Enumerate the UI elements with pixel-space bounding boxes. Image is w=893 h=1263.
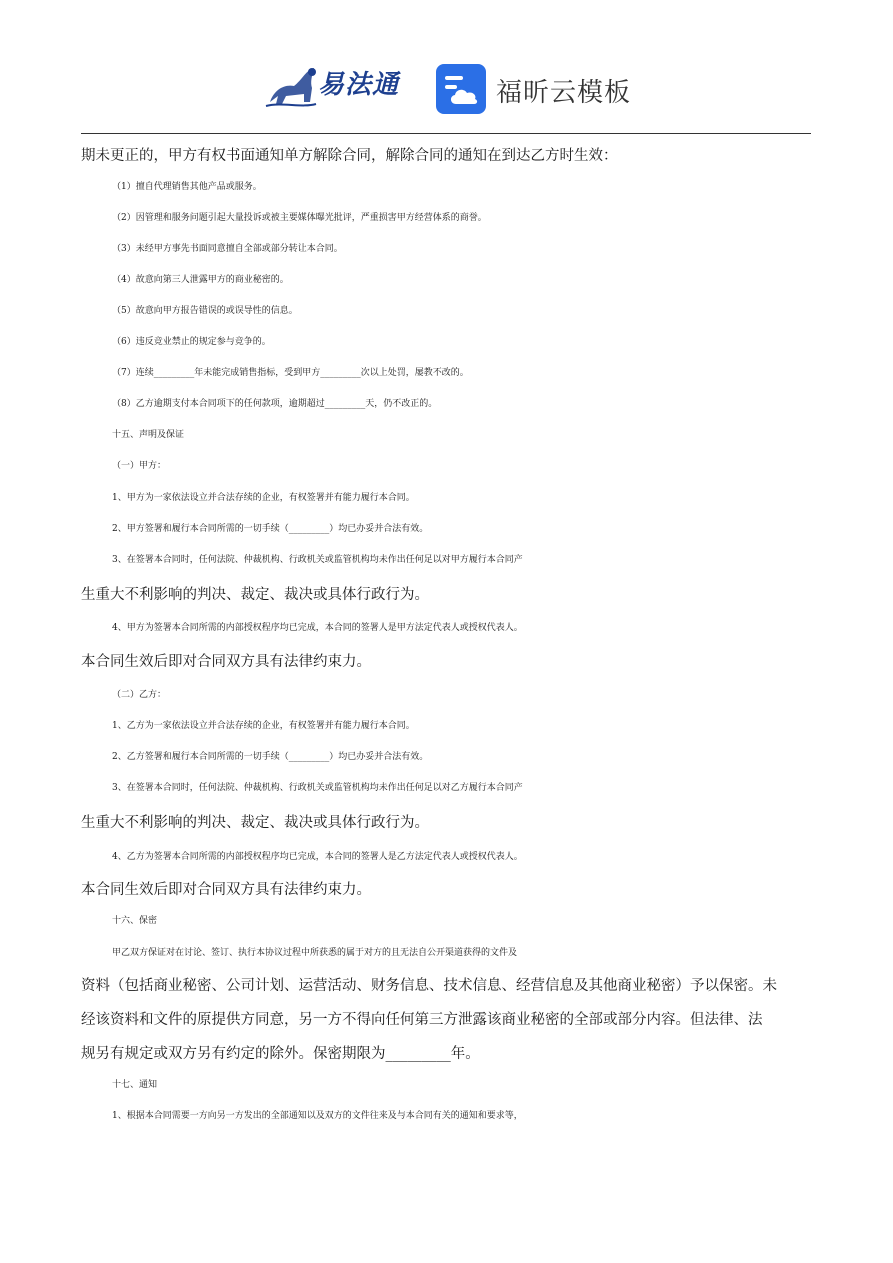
paragraph-line: 资料（包括商业秘密、公司计划、运营活动、财务信息、技术信息、经营信息及其他商业秘密）予以保密。未 <box>81 978 777 994</box>
list-item: （5）故意向甲方报告错误的或误导性的信息。 <box>112 306 298 316</box>
list-item: 4、甲方为签署本合同所需的内部授权程序均已完成，本合同的签署人是甲方法定代表人或授权代表人。 <box>112 623 523 633</box>
paragraph-line: 规另有规定或双方另有约定的除外。保密期限为_________年。 <box>81 1046 480 1062</box>
paragraph-line: 本合同生效后即对合同双方具有法律约束力。 <box>81 882 371 898</box>
subsection-heading: （一）甲方： <box>112 461 167 471</box>
subsection-heading: （二）乙方： <box>112 690 167 700</box>
list-item: 3、在签署本合同时，任何法院、仲裁机构、行政机关或监管机构均未作出任何足以对乙方履行本合同产 <box>112 783 523 793</box>
paragraph-line: 期未更正的，甲方有权书面通知单方解除合同，解除合同的通知在到达乙方时生效： <box>81 148 618 164</box>
logo2-text: 福昕云模板 <box>496 78 632 108</box>
paragraph-line: 本合同生效后即对合同双方具有法律约束力。 <box>81 654 371 670</box>
paragraph-line: 1、根据本合同需要一方向另一方发出的全部通知以及双方的文件往来及与本合同有关的通知和要求等， <box>112 1111 523 1121</box>
logo1-text: 易法通 <box>318 70 400 100</box>
paragraph-line: 生重大不利影响的判决、裁定、裁决或具体行政行为。 <box>81 587 429 603</box>
section-heading: 十六、保密 <box>112 916 158 926</box>
list-item: 1、甲方为一家依法设立并合法存续的企业，有权签署并有能力履行本合同。 <box>112 493 415 503</box>
list-item: 3、在签署本合同时，任何法院、仲裁机构、行政机关或监管机构均未作出任何足以对甲方履行本合同产 <box>112 555 523 565</box>
list-item: 4、乙方为签署本合同所需的内部授权程序均已完成，本合同的签署人是乙方法定代表人或授权代表人。 <box>112 852 523 862</box>
list-item: （6）违反竞业禁止的规定参与竞争的。 <box>112 337 271 347</box>
page-header <box>0 52 893 122</box>
section-heading: 十五、声明及保证 <box>112 430 185 440</box>
list-item: 1、乙方为一家依法设立并合法存续的企业，有权签署并有能力履行本合同。 <box>112 721 415 731</box>
fuxin-cloud-logo-icon <box>436 64 486 114</box>
paragraph-line: 甲乙双方保证对在讨论、签订、执行本协议过程中所获悉的属于对方的且无法自公开渠道获得的文件及 <box>112 948 518 958</box>
paragraph-line: 生重大不利影响的判决、裁定、裁决或具体行政行为。 <box>81 815 429 831</box>
list-item: （8）乙方逾期支付本合同项下的任何款项，逾期超过_________天，仍不改正的。 <box>112 399 438 409</box>
list-item: （1）擅自代理销售其他产品或服务。 <box>112 182 262 192</box>
list-item: 2、乙方签署和履行本合同所需的一切手续（_________）均已办妥并合法有效。 <box>112 752 429 762</box>
header-divider <box>81 133 811 134</box>
section-heading: 十七、通知 <box>112 1080 158 1090</box>
list-item: （7）连续_________年未能完成销售指标，受到甲方_________次以上处罚，屡教不改的。 <box>112 368 469 378</box>
list-item: （3）未经甲方事先书面同意擅自全部或部分转让本合同。 <box>112 244 343 254</box>
paragraph-line: 经该资料和文件的原提供方同意，另一方不得向任何第三方泄露该商业秘密的全部或部分内容。但法律、法 <box>81 1012 763 1028</box>
list-item: 2、甲方签署和履行本合同所需的一切手续（_________）均已办妥并合法有效。 <box>112 524 429 534</box>
list-item: （4）故意向第三人泄露甲方的商业秘密的。 <box>112 275 289 285</box>
list-item: （2）因管理和服务问题引起大量投诉或被主要媒体曝光批评，严重损害甲方经营体系的商誉。 <box>112 213 487 223</box>
